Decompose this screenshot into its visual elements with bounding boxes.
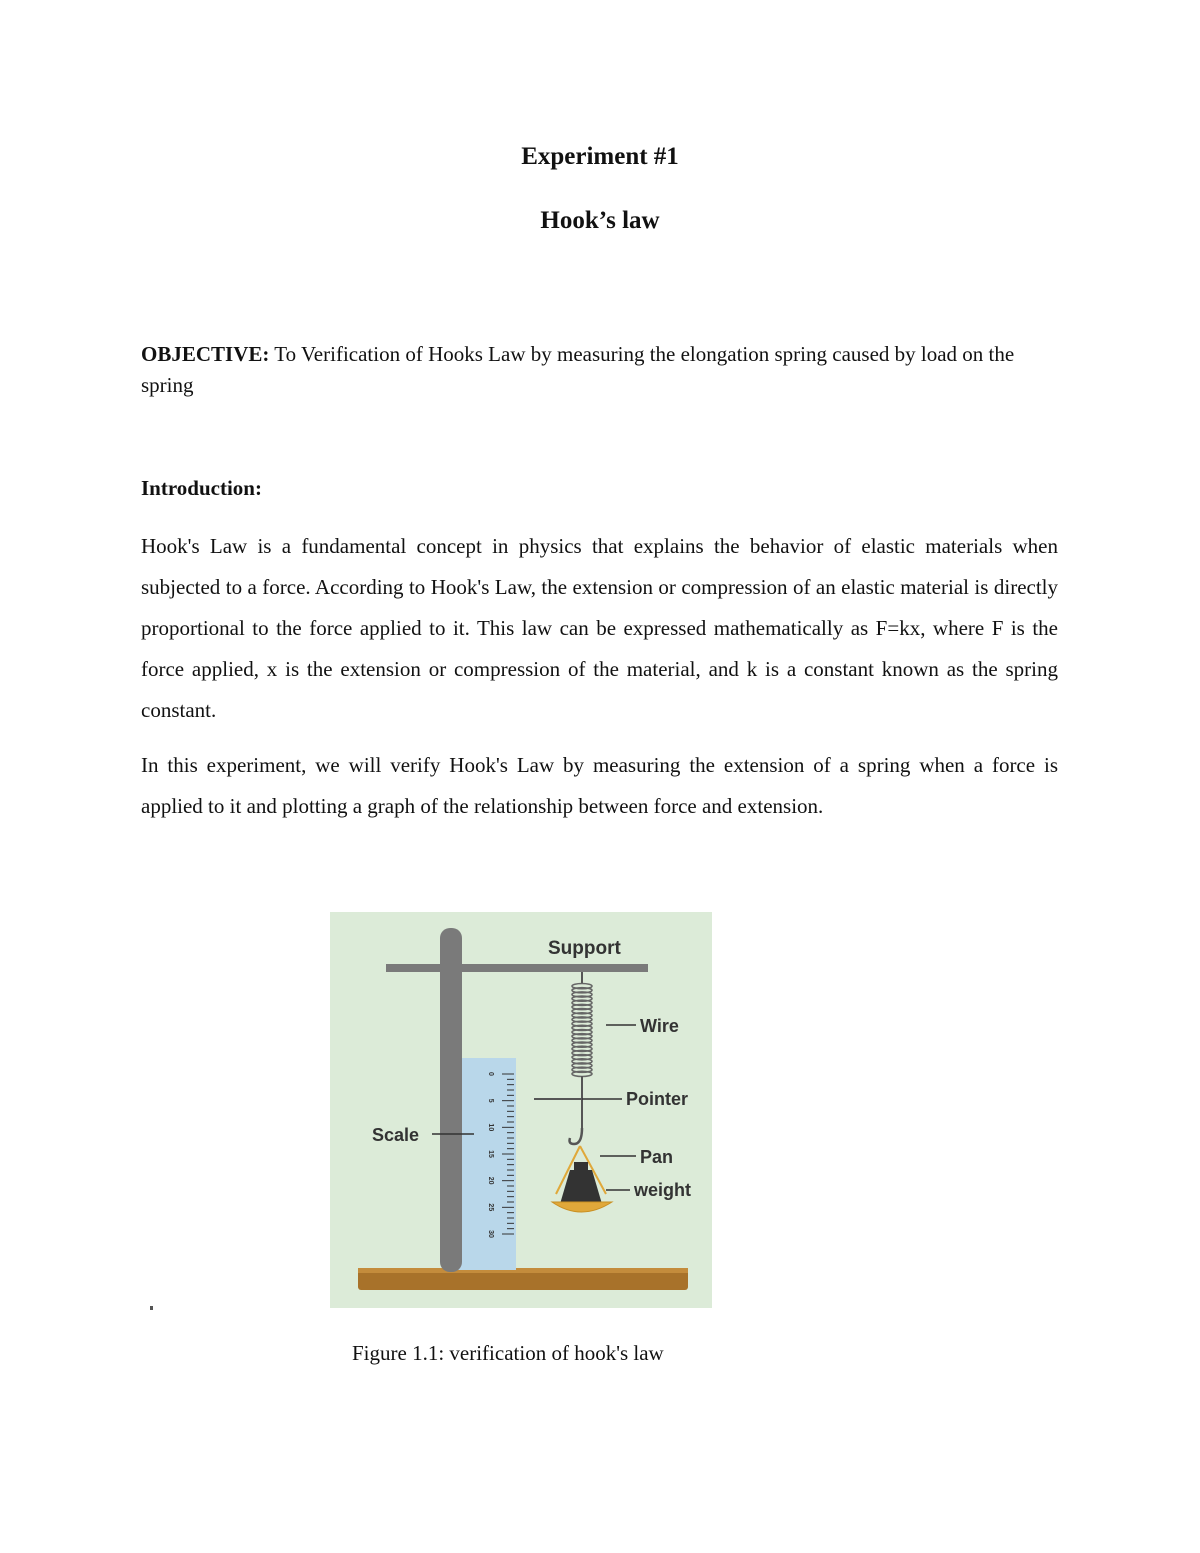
pan-label: Pan <box>640 1147 674 1167</box>
scale-tick-label: 25 <box>487 1203 494 1212</box>
introduction-paragraph-2: In this experiment, we will verify Hook's Law by measuring the extension of a spring when a force is applied to it and plotting a graph of the relationship between force and extension. <box>141 753 1058 818</box>
scale-tick-label: 5 <box>487 1098 494 1103</box>
objective <box>141 339 1041 401</box>
scale-tick-label: 30 <box>487 1230 494 1238</box>
figure-caption: Figure 1.1: verification of hook's law <box>352 1341 664 1365</box>
support-arm <box>386 964 648 972</box>
hookes-law-apparatus-figure <box>330 912 712 1308</box>
experiment-title: Experiment #1 <box>521 143 679 170</box>
scale-label: Scale <box>372 1125 420 1145</box>
objective-text: To Verification of Hooks Law by measuring the elongation spring caused by load on the spring <box>141 342 1015 397</box>
weight-knob <box>574 1162 588 1170</box>
objective-label: OBJECTIVE: <box>141 342 270 366</box>
stray-mark <box>150 1306 153 1310</box>
scale-tick-label: 0 <box>487 1072 494 1076</box>
introduction-paragraph-1: Hook's Law is a fundamental concept in physics that explains the behavior of elastic materials when subjected to a force. According to Hook's Law, the extension or compression of an elastic material is directly proportional to the force applied to it. This law can be expressed mathematically as F=kx, where F is the force applied, x is the extension or compression of the material, and k is a constant known as the spring constant. <box>141 534 1058 722</box>
scale-tick-label: 20 <box>487 1176 494 1185</box>
wire-label: Wire <box>640 1016 679 1036</box>
scale-tick-label: 15 <box>487 1150 494 1158</box>
pointer-label: Pointer <box>626 1089 689 1109</box>
scale-tick-label: 10 <box>487 1123 494 1132</box>
support-label: Support <box>548 938 621 959</box>
weight-label: weight <box>634 1180 691 1200</box>
introduction-heading: Introduction: <box>141 476 262 500</box>
spring-coils <box>572 984 592 1077</box>
stand-rod <box>440 928 462 1272</box>
law-title: Hook’s law <box>540 207 660 234</box>
apparatus-diagram <box>330 912 712 1308</box>
stand-base-top <box>358 1268 688 1273</box>
